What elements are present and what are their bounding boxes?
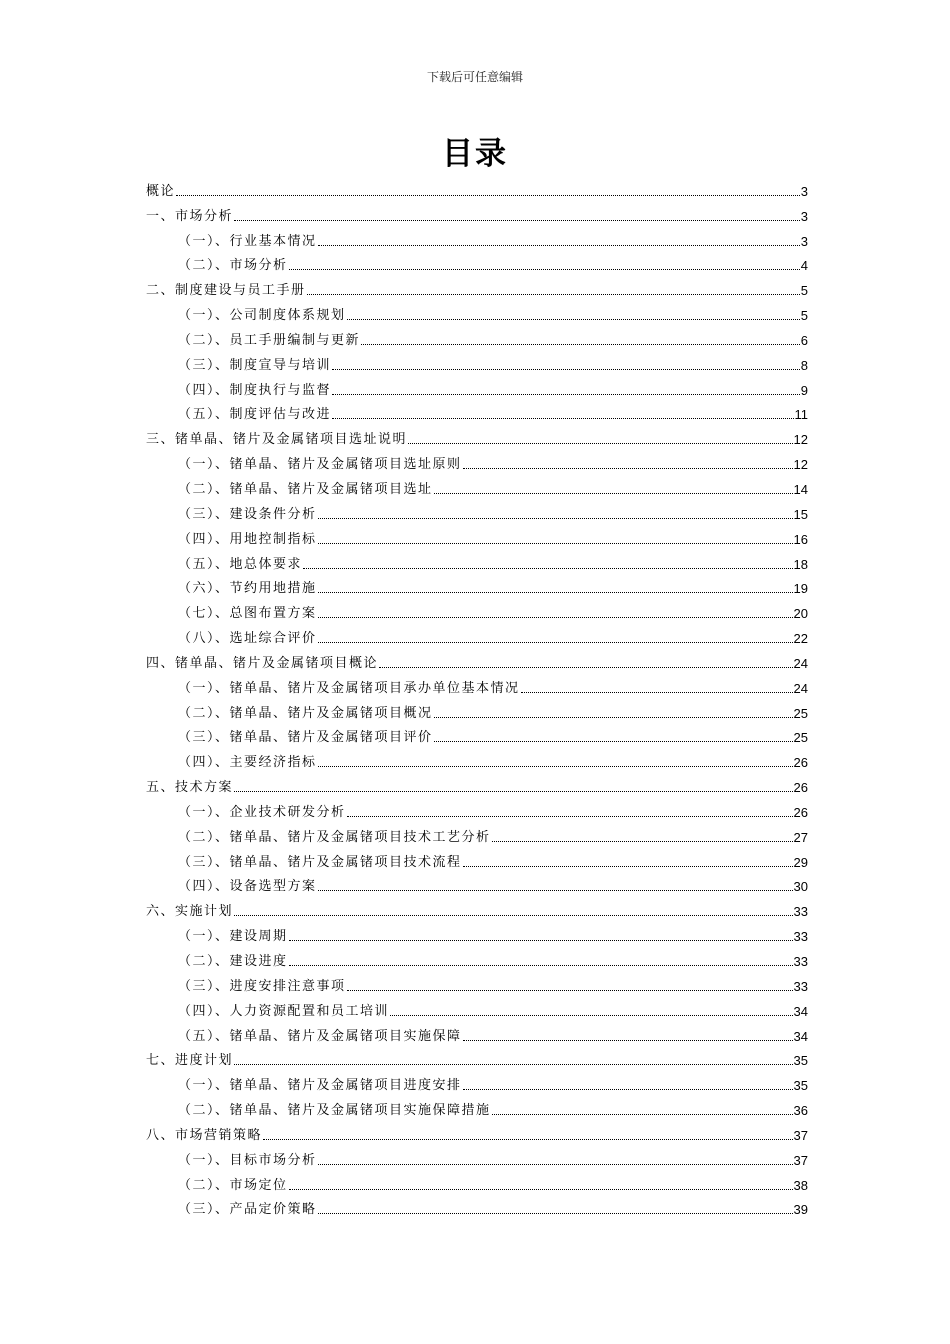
- toc-entry-label: （八）、选址综合评价: [178, 631, 317, 647]
- toc-dot-leader: [318, 890, 793, 891]
- toc-dot-leader: [390, 1015, 793, 1016]
- toc-dot-leader: [318, 543, 793, 544]
- toc-entry-label: （四）、设备选型方案: [178, 879, 317, 895]
- toc-entry-label: 概论: [146, 183, 176, 199]
- toc-entry[interactable]: [146, 871, 808, 896]
- toc-entry-page-number: 19: [793, 581, 808, 597]
- toc-entry-page-number: 39: [793, 1202, 808, 1218]
- toc-entry-label: 二、制度建设与员工手册: [146, 283, 306, 299]
- toc-entry-page-number: 5: [800, 308, 808, 324]
- toc-dot-leader: [176, 195, 800, 196]
- toc-entry-label: 六、实施计划: [146, 904, 234, 920]
- toc-entry-page-number: 25: [793, 705, 808, 721]
- toc-entry[interactable]: [146, 945, 808, 970]
- toc-entry-page-number: 20: [793, 606, 808, 622]
- toc-entry-label: （二）、锗单晶、锗片及金属锗项目实施保障措施: [178, 1103, 491, 1119]
- toc-entry[interactable]: [146, 846, 808, 871]
- toc-entry-page-number: 3: [800, 233, 808, 249]
- toc-entry-page-number: 35: [793, 1053, 808, 1069]
- toc-entry-page-number: 34: [793, 1003, 808, 1019]
- toc-entry[interactable]: [146, 622, 808, 647]
- toc-entry[interactable]: [146, 448, 808, 473]
- toc-dot-leader: [318, 1164, 793, 1165]
- toc-entry[interactable]: [146, 1045, 808, 1070]
- toc-entry-label: （一）、企业技术研发分析: [178, 804, 346, 820]
- toc-entry[interactable]: [146, 349, 808, 374]
- toc-entry-label: （五）、地总体要求: [178, 556, 303, 572]
- toc-entry-page-number: 33: [793, 978, 808, 994]
- toc-entry-label: （二）、锗单晶、锗片及金属锗项目技术工艺分析: [178, 829, 491, 845]
- toc-dot-leader: [408, 443, 793, 444]
- toc-entry-label: （五）、制度评估与改进: [178, 407, 332, 423]
- toc-entry-label: 三、锗单晶、锗片及金属锗项目选址说明: [146, 432, 408, 448]
- toc-entry-label: 八、市场营销策略: [146, 1127, 263, 1143]
- toc-entry-page-number: 15: [793, 506, 808, 522]
- toc-entry[interactable]: [146, 324, 808, 349]
- toc-entry-page-number: 8: [800, 357, 808, 373]
- toc-entry-page-number: 4: [800, 258, 808, 274]
- toc-entry-page-number: 6: [800, 332, 808, 348]
- toc-entry-page-number: 29: [793, 854, 808, 870]
- toc-entry[interactable]: [146, 175, 808, 200]
- toc-entry-page-number: 30: [793, 879, 808, 895]
- toc-entry[interactable]: [146, 1169, 808, 1194]
- toc-entry-page-number: 26: [793, 780, 808, 796]
- toc-entry[interactable]: [146, 374, 808, 399]
- toc-entry-label: （三）、锗单晶、锗片及金属锗项目评价: [178, 730, 433, 746]
- toc-entry[interactable]: [146, 523, 808, 548]
- toc-entry[interactable]: [146, 1020, 808, 1045]
- toc-entry-page-number: 26: [793, 804, 808, 820]
- toc-entry[interactable]: [146, 299, 808, 324]
- toc-dot-leader: [463, 1089, 793, 1090]
- toc-dot-leader: [434, 717, 793, 718]
- toc-entry-page-number: 11: [794, 407, 808, 423]
- toc-entry-label: （二）、锗单晶、锗片及金属锗项目概况: [178, 705, 433, 721]
- toc-entry-page-number: 12: [793, 457, 808, 473]
- toc-entry-label: （三）、制度宣导与培训: [178, 357, 332, 373]
- toc-dot-leader: [361, 344, 800, 345]
- toc-entry-label: （二）、建设进度: [178, 954, 288, 969]
- toc-entry[interactable]: [146, 970, 808, 995]
- toc-entry[interactable]: [146, 225, 808, 250]
- toc-entry-label: （一）、公司制度体系规划: [178, 308, 346, 324]
- toc-entry-page-number: 26: [793, 755, 808, 771]
- toc-entry-page-number: 3: [800, 183, 808, 199]
- toc-dot-leader: [463, 866, 793, 867]
- toc-entry[interactable]: [146, 250, 808, 275]
- toc-entry[interactable]: [146, 1094, 808, 1119]
- toc-dot-leader: [303, 568, 793, 569]
- toc-entry[interactable]: [146, 895, 808, 920]
- toc-entry-label: （四）、主要经济指标: [178, 755, 317, 771]
- toc-dot-leader: [318, 766, 793, 767]
- toc-entry-label: （三）、建设条件分析: [178, 506, 317, 522]
- toc-entry-page-number: 27: [793, 829, 808, 845]
- toc-dot-leader: [318, 642, 793, 643]
- toc-dot-leader: [463, 468, 793, 469]
- toc-entry[interactable]: [146, 796, 808, 821]
- toc-entry-page-number: 36: [793, 1103, 808, 1119]
- toc-dot-leader: [289, 1189, 793, 1190]
- toc-dot-leader: [318, 518, 793, 519]
- toc-entry-label: （一）、行业基本情况: [178, 233, 317, 249]
- toc-entry[interactable]: [146, 573, 808, 598]
- toc-entry-label: （三）、锗单晶、锗片及金属锗项目技术流程: [178, 854, 462, 870]
- page-title: 目录: [442, 136, 508, 172]
- toc-entry-page-number: 16: [793, 531, 808, 547]
- toc-entry[interactable]: [146, 920, 808, 945]
- toc-dot-leader: [492, 841, 793, 842]
- header-note: 下载后可任意编辑: [426, 70, 523, 84]
- toc-entry-page-number: 24: [793, 655, 808, 671]
- toc-entry-label: （六）、节约用地措施: [178, 581, 317, 597]
- toc-entry-page-number: 38: [793, 1177, 808, 1193]
- toc-entry[interactable]: [146, 423, 808, 448]
- toc-entry-page-number: 14: [793, 481, 808, 497]
- toc-entry[interactable]: [146, 399, 808, 424]
- toc-entry[interactable]: [146, 1119, 808, 1144]
- toc-dot-leader: [332, 418, 793, 419]
- toc-dot-leader: [347, 816, 793, 817]
- toc-entry[interactable]: [146, 771, 808, 796]
- toc-entry[interactable]: [146, 722, 808, 747]
- toc-dot-leader: [234, 915, 793, 916]
- toc-dot-leader: [318, 617, 793, 618]
- toc-entry-label: （二）、市场分析: [178, 258, 288, 274]
- toc-entry-page-number: 35: [793, 1078, 808, 1094]
- toc-dot-leader: [289, 269, 800, 270]
- toc-entry-label: （一）、锗单晶、锗片及金属锗项目进度安排: [178, 1078, 462, 1094]
- table-of-contents: [146, 175, 808, 1218]
- toc-dot-leader: [289, 940, 793, 941]
- toc-entry[interactable]: [146, 473, 808, 498]
- toc-entry[interactable]: [146, 995, 808, 1020]
- toc-dot-leader: [234, 1064, 793, 1065]
- toc-entry[interactable]: [146, 697, 808, 722]
- toc-dot-leader: [347, 990, 793, 991]
- toc-entry[interactable]: [146, 746, 808, 771]
- toc-entry-page-number: 12: [793, 432, 808, 448]
- toc-entry-page-number: 5: [800, 283, 808, 299]
- toc-entry[interactable]: [146, 548, 808, 573]
- toc-entry-page-number: 37: [793, 1152, 808, 1168]
- toc-entry-page-number: 18: [793, 556, 808, 572]
- toc-entry[interactable]: [146, 498, 808, 523]
- toc-dot-leader: [234, 220, 800, 221]
- toc-entry-label: （七）、总图布置方案: [178, 606, 317, 622]
- toc-dot-leader: [521, 692, 793, 693]
- toc-entry-page-number: 33: [793, 904, 808, 920]
- toc-entry-label: （一）、锗单晶、锗片及金属锗项目选址原则: [178, 457, 462, 473]
- toc-entry[interactable]: [146, 647, 808, 672]
- toc-dot-leader: [234, 791, 793, 792]
- toc-entry[interactable]: [146, 274, 808, 299]
- toc-entry[interactable]: [146, 821, 808, 846]
- toc-dot-leader: [379, 667, 793, 668]
- toc-dot-leader: [434, 741, 793, 742]
- toc-dot-leader: [332, 369, 800, 370]
- toc-entry-label: （三）、产品定价策略: [178, 1202, 317, 1218]
- toc-entry-label: 五、技术方案: [146, 780, 234, 796]
- toc-dot-leader: [289, 965, 793, 966]
- toc-dot-leader: [434, 493, 793, 494]
- toc-entry-page-number: 9: [800, 382, 808, 398]
- toc-entry-label: （五）、锗单晶、锗片及金属锗项目实施保障: [178, 1028, 462, 1044]
- toc-entry-label: （一）、建设周期: [178, 929, 288, 945]
- toc-entry-label: （四）、人力资源配置和员工培训: [178, 1003, 390, 1019]
- toc-dot-leader: [318, 245, 800, 246]
- toc-entry-label: （二）、市场定位: [178, 1177, 288, 1193]
- toc-dot-leader: [307, 294, 800, 295]
- toc-entry-label: （二）、锗单晶、锗片及金属锗项目选址: [178, 481, 433, 497]
- toc-entry-label: 一、市场分析: [146, 208, 234, 224]
- toc-entry-page-number: 22: [793, 631, 808, 647]
- toc-entry-page-number: 24: [793, 680, 808, 696]
- toc-entry-page-number: 3: [800, 208, 808, 224]
- toc-entry-label: （一）、目标市场分析: [178, 1152, 317, 1168]
- toc-entry-page-number: 37: [793, 1127, 808, 1143]
- toc-entry[interactable]: [146, 1069, 808, 1094]
- toc-dot-leader: [332, 394, 800, 395]
- toc-entry-page-number: 25: [793, 730, 808, 746]
- toc-dot-leader: [318, 592, 793, 593]
- toc-entry-label: （二）、员工手册编制与更新: [178, 332, 361, 348]
- toc-entry-label: （一）、锗单晶、锗片及金属锗项目承办单位基本情况: [178, 680, 520, 696]
- toc-entry-label: 七、进度计划: [146, 1053, 234, 1069]
- toc-entry[interactable]: [146, 1144, 808, 1169]
- toc-entry-label: 四、锗单晶、锗片及金属锗项目概论: [146, 655, 379, 671]
- toc-entry[interactable]: [146, 672, 808, 697]
- toc-dot-leader: [263, 1139, 793, 1140]
- toc-entry[interactable]: [146, 200, 808, 225]
- toc-entry-label: （四）、用地控制指标: [178, 531, 317, 547]
- toc-entry[interactable]: [146, 1194, 808, 1219]
- toc-entry-page-number: 33: [793, 929, 808, 945]
- toc-entry-label: （四）、制度执行与监督: [178, 382, 332, 398]
- toc-entry-page-number: 34: [793, 1028, 808, 1044]
- toc-entry[interactable]: [146, 597, 808, 622]
- toc-dot-leader: [463, 1040, 793, 1041]
- toc-dot-leader: [347, 319, 800, 320]
- toc-entry-label: （三）、进度安排注意事项: [178, 978, 346, 994]
- toc-dot-leader: [492, 1114, 793, 1115]
- toc-entry-page-number: 33: [793, 954, 808, 969]
- toc-dot-leader: [318, 1213, 793, 1214]
